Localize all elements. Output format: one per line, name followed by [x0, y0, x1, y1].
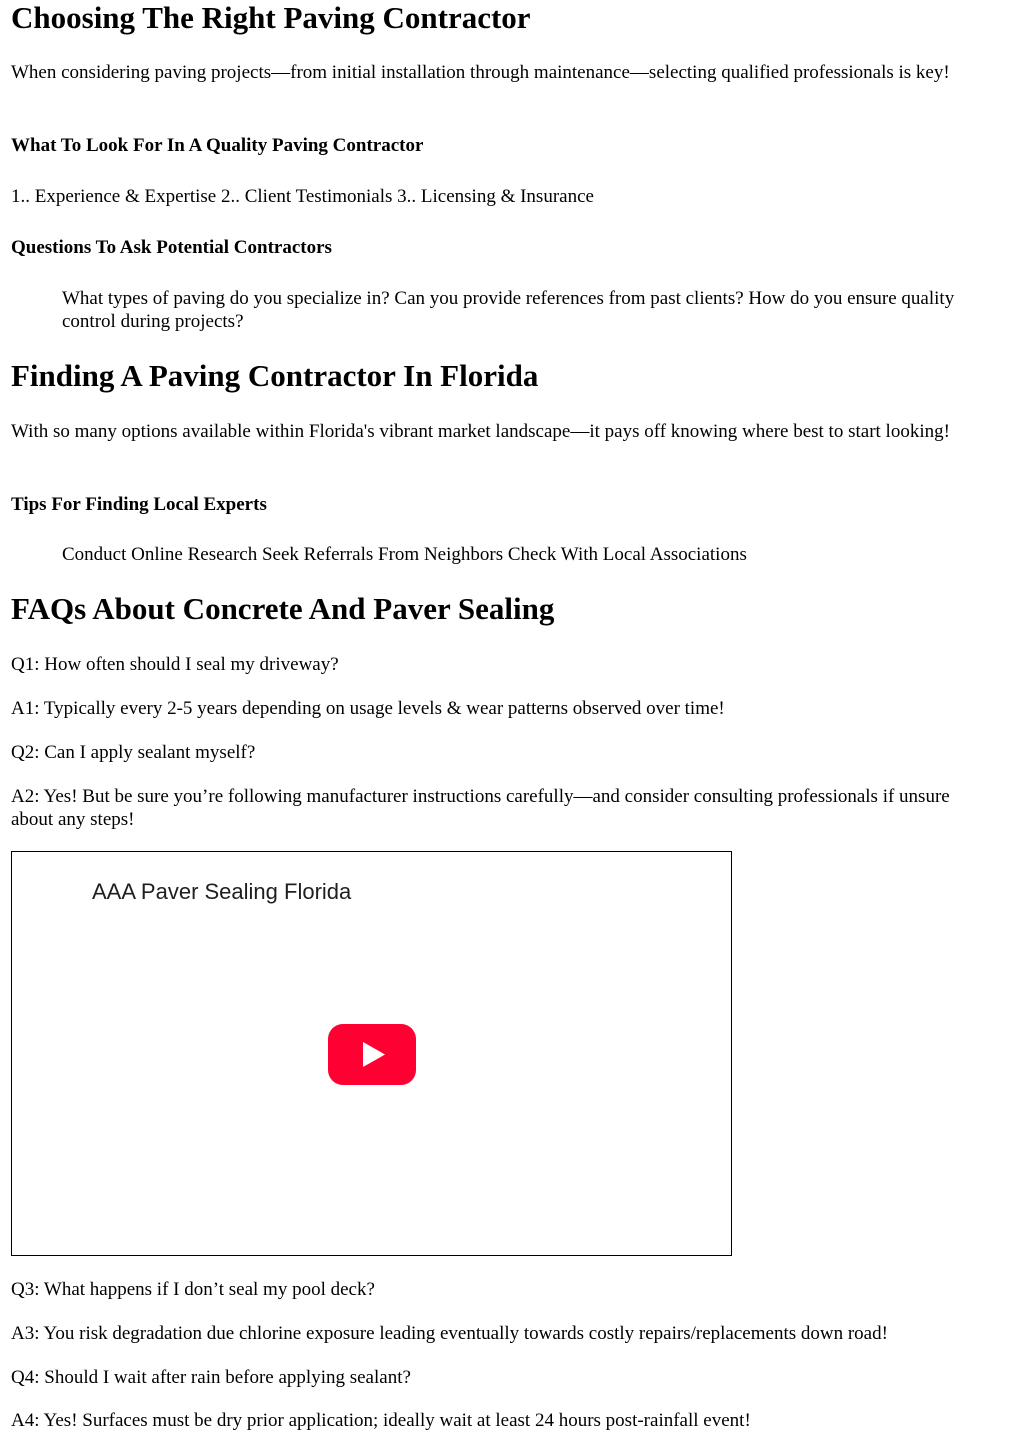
subheading-tips-local-experts: Tips For Finding Local Experts: [11, 494, 267, 515]
questions-blockquote: What types of paving do you specialize in? Can you provide references from past clients? How do you ensure quality control during projects?: [62, 288, 955, 332]
faq-q3: Q3: What happens if I don’t seal my pool deck?: [11, 1279, 375, 1300]
florida-intro-paragraph: With so many options available within Florida's vibrant market landscape—it pays off knowing where best to start looking!: [11, 421, 950, 442]
intro-paragraph: When considering paving projects—from initial installation through maintenance—selecting qualified professionals is key!: [11, 62, 950, 83]
faq-q4: Q4: Should I wait after rain before applying sealant?: [11, 1367, 411, 1388]
video-embed[interactable]: [11, 851, 732, 1256]
faq-a4: A4: Yes! Surfaces must be dry prior application; ideally wait at least 24 hours post-rainfall event!: [11, 1410, 751, 1431]
faq-a2: A2: Yes! But be sure you’re following manufacturer instructions carefully—and consider consulting professionals if unsure about any steps!: [11, 786, 950, 830]
youtube-play-icon[interactable]: [328, 1024, 416, 1085]
faq-q1: Q1: How often should I seal my driveway?: [11, 654, 339, 675]
qualities-list: 1.. Experience & Expertise 2.. Client Testimonials 3.. Licensing & Insurance: [11, 186, 594, 207]
faq-q2: Q2: Can I apply sealant myself?: [11, 742, 256, 763]
faq-a1: A1: Typically every 2-5 years depending on usage levels & wear patterns observed over time!: [11, 698, 725, 719]
video-title[interactable]: AAA Paver Sealing Florida: [92, 879, 352, 904]
heading-faqs-sealing: FAQs About Concrete And Paver Sealing: [11, 591, 555, 626]
subheading-what-to-look-for: What To Look For In A Quality Paving Contractor: [11, 135, 424, 156]
subheading-questions: Questions To Ask Potential Contractors: [11, 237, 332, 258]
heading-choosing-contractor: Choosing The Right Paving Contractor: [11, 0, 531, 35]
heading-finding-contractor-florida: Finding A Paving Contractor In Florida: [11, 358, 539, 393]
faq-a3: A3: You risk degradation due chlorine exposure leading eventually towards costly repairs/replacements down road!: [11, 1323, 888, 1344]
tips-blockquote: Conduct Online Research Seek Referrals From Neighbors Check With Local Associations: [62, 544, 747, 565]
